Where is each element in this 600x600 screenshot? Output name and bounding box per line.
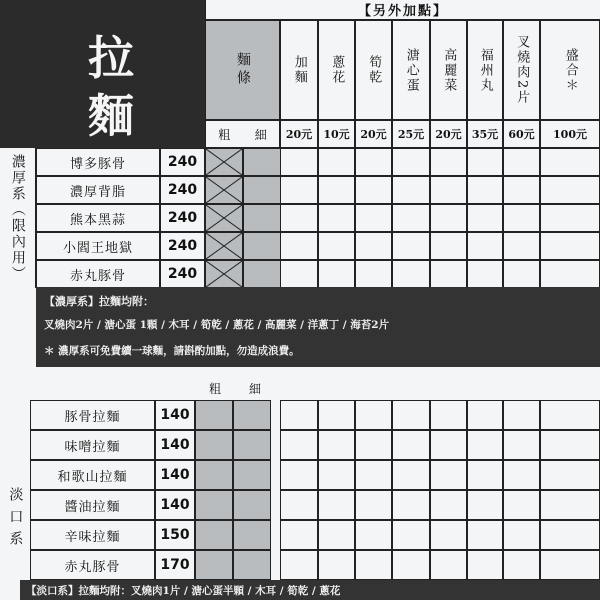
extra-col-header	[540, 20, 600, 120]
extra-col-header	[467, 20, 503, 120]
extra-checkbox[interactable]	[467, 520, 503, 550]
rich-section-label-box	[0, 148, 36, 288]
extra-price: 20元	[430, 120, 467, 148]
extra-checkbox[interactable]	[540, 520, 600, 550]
extra-name: 加麵	[291, 55, 307, 85]
extra-checkbox[interactable]	[355, 490, 392, 520]
extra-checkbox[interactable]	[355, 232, 392, 260]
extra-checkbox[interactable]	[430, 430, 467, 460]
menu-item-name: 赤丸豚骨	[36, 260, 160, 288]
menu-item-name: 辛味拉麵	[30, 520, 155, 550]
menu-item-name: 濃厚背脂	[36, 176, 160, 204]
extra-checkbox[interactable]	[392, 260, 430, 288]
thick-label-light: 粗	[208, 381, 221, 396]
extra-checkbox[interactable]	[318, 430, 355, 460]
extra-checkbox[interactable]	[280, 430, 318, 460]
thickness-header-top	[205, 120, 280, 148]
extra-checkbox[interactable]	[430, 148, 467, 176]
thick-label: 粗	[218, 127, 231, 142]
extra-checkbox[interactable]	[355, 430, 392, 460]
menu-item-price: 240	[160, 260, 205, 288]
noodle-col-label: 麵條	[234, 52, 251, 88]
extra-name: 蔥花	[329, 55, 345, 85]
rich-note-refill: ＊ 濃厚系可免費續一球麵，請斟酌加點，勿造成浪費。	[44, 345, 300, 357]
menu-item-price: 240	[160, 176, 205, 204]
rich-note-title: 【濃厚系】拉麵均附：	[44, 295, 154, 308]
extra-price: 60元	[503, 120, 540, 148]
light-section-label: 淡口系	[7, 487, 24, 553]
extra-checkbox[interactable]	[355, 520, 392, 550]
extra-price: 10元	[318, 120, 355, 148]
extra-checkbox[interactable]	[318, 550, 355, 580]
extra-checkbox[interactable]	[540, 204, 600, 232]
extra-checkbox[interactable]	[392, 490, 430, 520]
extra-checkbox[interactable]	[355, 176, 392, 204]
extra-checkbox[interactable]	[392, 460, 430, 490]
menu-item-price: 240	[160, 232, 205, 260]
thick-checkbox[interactable]	[205, 260, 243, 288]
thin-checkbox[interactable]	[243, 260, 281, 288]
extra-checkbox[interactable]	[467, 260, 503, 288]
extras-header	[205, 0, 600, 20]
extra-checkbox[interactable]	[318, 400, 355, 430]
menu-item-price: 140	[155, 400, 195, 430]
menu-item-name: 味噌拉麵	[30, 430, 155, 460]
extra-checkbox[interactable]	[540, 550, 600, 580]
extra-price: 20元	[355, 120, 392, 148]
extra-checkbox[interactable]	[318, 520, 355, 550]
extras-header-text: 【另外加點】	[357, 4, 448, 19]
extra-checkbox[interactable]	[503, 550, 540, 580]
extra-col-header	[318, 20, 355, 120]
noodle-col-header	[205, 20, 280, 120]
extra-name: 福州丸	[477, 47, 493, 93]
menu-item-name: 赤丸豚骨	[30, 550, 155, 580]
light-notes	[20, 580, 600, 600]
extra-name: 高麗菜	[441, 47, 457, 93]
extra-checkbox[interactable]	[503, 148, 540, 176]
rich-notes	[36, 287, 600, 367]
extra-checkbox[interactable]	[355, 460, 392, 490]
extra-checkbox[interactable]	[503, 520, 540, 550]
menu-item-name: 醬油拉麵	[30, 490, 155, 520]
extra-checkbox[interactable]	[392, 520, 430, 550]
extra-name: 盛合＊	[562, 47, 578, 93]
menu-item-name: 豚骨拉麵	[30, 400, 155, 430]
title-line1: 拉	[88, 31, 134, 85]
menu-item-price: 240	[160, 204, 205, 232]
extra-checkbox[interactable]	[280, 232, 318, 260]
rich-note-items: 叉燒肉2片 / 溏心蛋 1顆 / 木耳 / 筍乾 / 蔥花 / 高麗菜 / 洋蔥丁 / 海苔2片	[44, 319, 390, 331]
thickness-header-light	[195, 376, 275, 400]
extra-checkbox[interactable]	[467, 430, 503, 460]
extra-name: 溏心蛋	[403, 47, 419, 93]
extra-checkbox[interactable]	[318, 204, 355, 232]
thin-checkbox[interactable]	[233, 490, 271, 520]
extra-checkbox[interactable]	[392, 204, 430, 232]
extra-col-header	[430, 20, 467, 120]
extra-checkbox[interactable]	[540, 232, 600, 260]
extra-checkbox[interactable]	[540, 176, 600, 204]
extra-checkbox[interactable]	[318, 232, 355, 260]
extra-name: 筍乾	[366, 55, 382, 85]
extra-checkbox[interactable]	[280, 260, 318, 288]
extra-checkbox[interactable]	[503, 400, 540, 430]
extra-checkbox[interactable]	[355, 400, 392, 430]
extra-checkbox[interactable]	[503, 430, 540, 460]
menu-item-name: 小閻王地獄	[36, 232, 160, 260]
thick-checkbox[interactable]	[195, 460, 233, 490]
thin-checkbox[interactable]	[243, 176, 281, 204]
extra-col-header	[392, 20, 430, 120]
extra-checkbox[interactable]	[540, 490, 600, 520]
light-note: 【淡口系】拉麵均附：叉燒肉1片 / 溏心蛋半顆 / 木耳 / 筍乾 / 蔥花	[26, 585, 341, 597]
thin-checkbox[interactable]	[233, 400, 271, 430]
thin-checkbox[interactable]	[233, 430, 271, 460]
extra-checkbox[interactable]	[503, 460, 540, 490]
cross-mark-icon	[206, 205, 242, 231]
extra-name: 叉燒肉2片	[514, 34, 530, 106]
extra-checkbox[interactable]	[540, 400, 600, 430]
extra-checkbox[interactable]	[318, 490, 355, 520]
title-block	[0, 0, 205, 148]
extra-checkbox[interactable]	[467, 148, 503, 176]
extra-checkbox[interactable]	[355, 260, 392, 288]
extra-checkbox[interactable]	[467, 176, 503, 204]
extra-checkbox[interactable]	[467, 490, 503, 520]
extra-checkbox[interactable]	[430, 204, 467, 232]
thick-checkbox[interactable]	[205, 232, 243, 260]
extra-checkbox[interactable]	[392, 430, 430, 460]
extra-checkbox[interactable]	[430, 460, 467, 490]
extra-checkbox[interactable]	[430, 176, 467, 204]
extra-checkbox[interactable]	[430, 520, 467, 550]
menu-item-name: 和歌山拉麵	[30, 460, 155, 490]
extra-checkbox[interactable]	[280, 148, 318, 176]
extra-checkbox[interactable]	[430, 232, 467, 260]
extra-checkbox[interactable]	[503, 260, 540, 288]
menu-item-name: 熊本黑蒜	[36, 204, 160, 232]
extra-checkbox[interactable]	[318, 460, 355, 490]
extra-checkbox[interactable]	[503, 204, 540, 232]
extra-price: 20元	[280, 120, 318, 148]
extra-price: 35元	[467, 120, 503, 148]
extra-checkbox[interactable]	[318, 176, 355, 204]
extra-checkbox[interactable]	[467, 204, 503, 232]
menu-item-name: 博多豚骨	[36, 148, 160, 176]
thin-checkbox[interactable]	[233, 460, 271, 490]
thin-label-light: 細	[248, 381, 261, 396]
extra-col-header	[503, 20, 540, 120]
menu-item-price: 140	[155, 490, 195, 520]
extra-checkbox[interactable]	[392, 176, 430, 204]
extra-price: 100元	[540, 120, 600, 148]
extra-checkbox[interactable]	[392, 232, 430, 260]
cross-mark-icon	[206, 233, 242, 259]
menu-item-price: 150	[155, 520, 195, 550]
extra-checkbox[interactable]	[280, 460, 318, 490]
thick-checkbox[interactable]	[205, 204, 243, 232]
extra-checkbox[interactable]	[467, 460, 503, 490]
extra-checkbox[interactable]	[503, 232, 540, 260]
extra-checkbox[interactable]	[540, 260, 600, 288]
thick-checkbox[interactable]	[195, 520, 233, 550]
thick-checkbox[interactable]	[205, 176, 243, 204]
thin-label: 細	[254, 127, 267, 142]
extra-checkbox[interactable]	[430, 260, 467, 288]
extra-checkbox[interactable]	[430, 490, 467, 520]
cross-mark-icon	[206, 177, 242, 203]
extra-checkbox[interactable]	[280, 204, 318, 232]
extra-checkbox[interactable]	[430, 400, 467, 430]
title-line2: 麵	[88, 89, 134, 143]
extra-price: 25元	[392, 120, 430, 148]
menu-item-price: 240	[160, 148, 205, 176]
extra-checkbox[interactable]	[318, 260, 355, 288]
extra-checkbox[interactable]	[540, 460, 600, 490]
extra-checkbox[interactable]	[280, 520, 318, 550]
thick-checkbox[interactable]	[195, 430, 233, 460]
thick-checkbox[interactable]	[205, 148, 243, 176]
extra-checkbox[interactable]	[503, 176, 540, 204]
menu-item-price: 140	[155, 460, 195, 490]
thin-checkbox[interactable]	[243, 204, 281, 232]
extra-checkbox[interactable]	[392, 550, 430, 580]
extra-checkbox[interactable]	[540, 430, 600, 460]
extra-checkbox[interactable]	[355, 148, 392, 176]
cross-mark-icon	[206, 149, 242, 175]
extra-col-header	[355, 20, 392, 120]
thin-checkbox[interactable]	[243, 148, 281, 176]
light-section-label-box	[0, 400, 30, 580]
thin-checkbox[interactable]	[243, 232, 281, 260]
extra-col-header	[280, 20, 318, 120]
extra-checkbox[interactable]	[355, 550, 392, 580]
thick-checkbox[interactable]	[195, 550, 233, 580]
extra-checkbox[interactable]	[355, 204, 392, 232]
rich-section-label: 濃厚系︵限內用︶	[9, 154, 26, 282]
cross-mark-icon	[206, 261, 242, 287]
extra-checkbox[interactable]	[430, 550, 467, 580]
menu-item-price: 140	[155, 430, 195, 460]
thick-checkbox[interactable]	[195, 400, 233, 430]
thick-checkbox[interactable]	[195, 490, 233, 520]
extra-checkbox[interactable]	[392, 400, 430, 430]
thin-checkbox[interactable]	[233, 550, 271, 580]
extra-checkbox[interactable]	[280, 400, 318, 430]
extra-checkbox[interactable]	[503, 490, 540, 520]
extra-checkbox[interactable]	[467, 232, 503, 260]
menu-item-price: 170	[155, 550, 195, 580]
extra-checkbox[interactable]	[280, 490, 318, 520]
extra-checkbox[interactable]	[467, 550, 503, 580]
extra-checkbox[interactable]	[540, 148, 600, 176]
extra-checkbox[interactable]	[467, 400, 503, 430]
extra-checkbox[interactable]	[318, 148, 355, 176]
thin-checkbox[interactable]	[233, 520, 271, 550]
extra-checkbox[interactable]	[280, 176, 318, 204]
extra-checkbox[interactable]	[392, 148, 430, 176]
extra-checkbox[interactable]	[280, 550, 318, 580]
